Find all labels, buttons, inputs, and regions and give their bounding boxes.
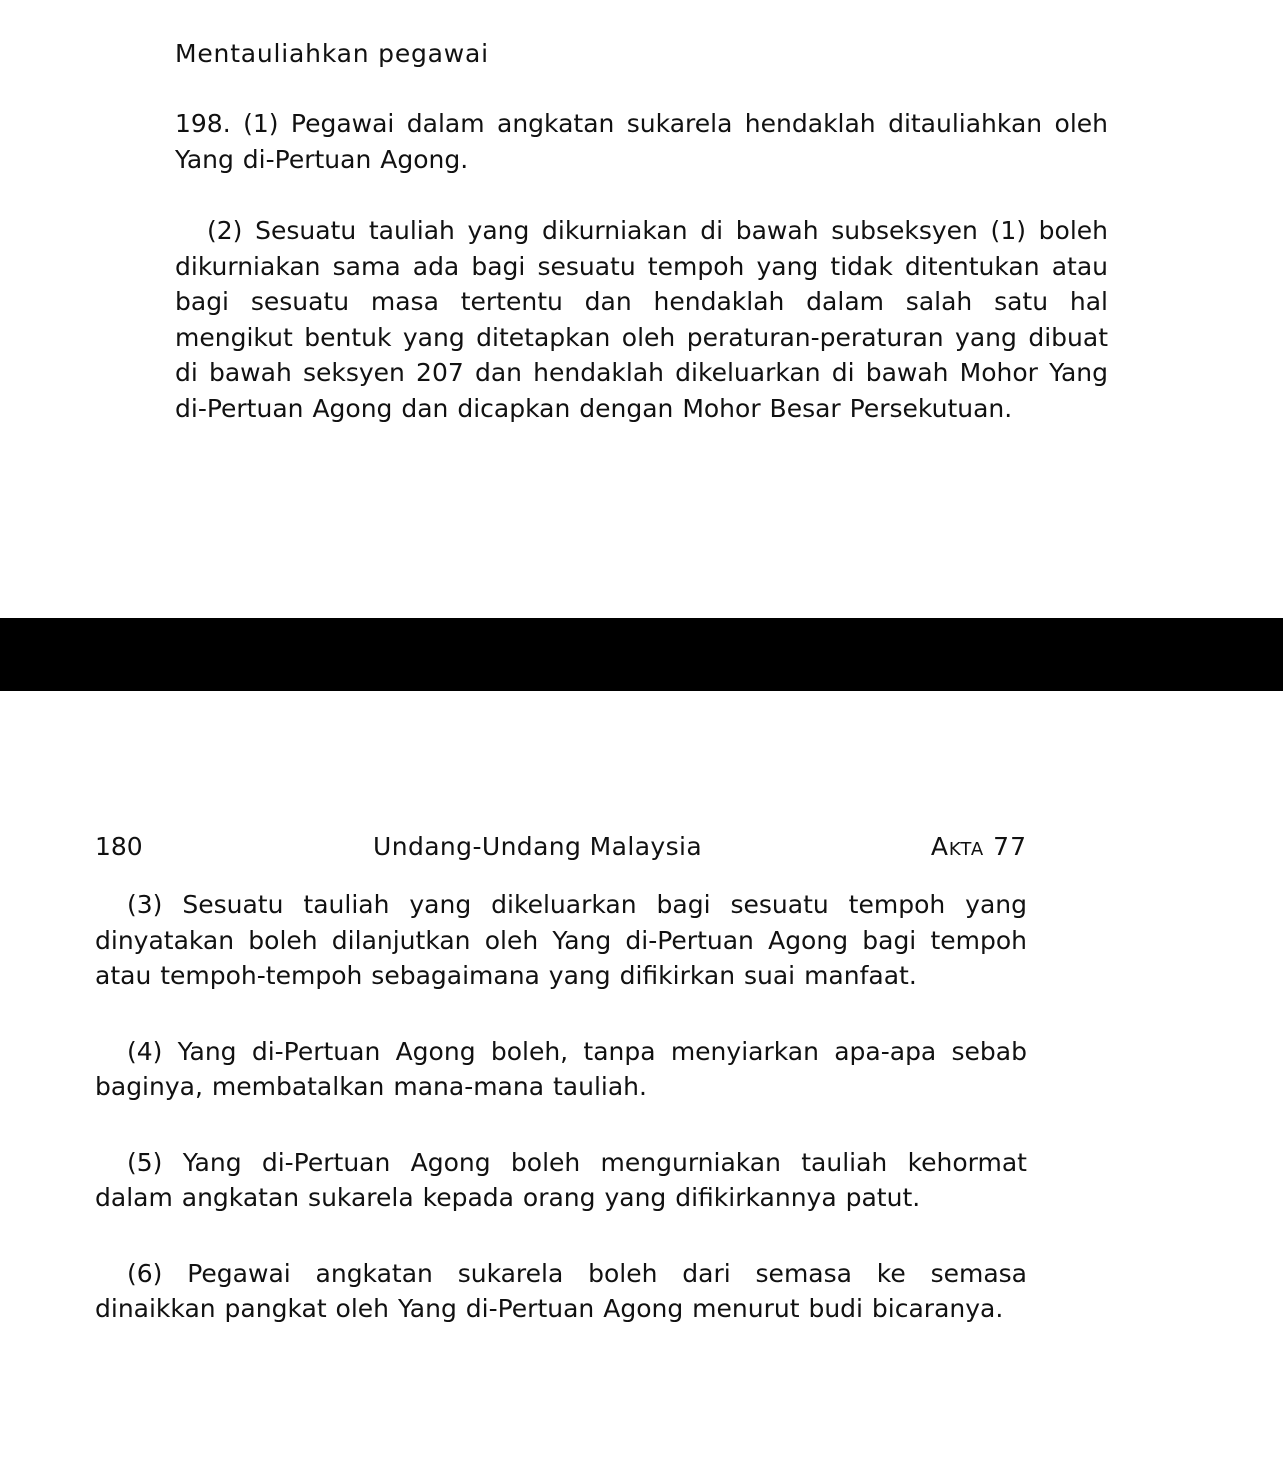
bottom-page — [0, 691, 1283, 1479]
paragraph-198-5: (5) Yang di-Pertuan Agong boleh mengurniakan tauliah kehormat dalam angkatan sukarela kepada orang yang difikirkannya patut. — [95, 1147, 1027, 1212]
paragraph-198-2: (2) Sesuatu tauliah yang dikurniakan di bawah subseksyen (1) boleh dikurniakan sama ada bagi sesuatu tempoh yang tidak ditentukan atau bagi sesuatu masa tertentu dan hendaklah dalam salah satu hal mengikut bentuk yang ditetapkan oleh peraturan-peraturan yang dibuat di bawah seksyen 207 dan hendaklah dikeluarkan di bawah Mohor Yang di-Pertuan Agong dan dicapkan dengan Mohor Besar Persekutuan. — [175, 216, 1108, 423]
running-head-act: Akta 77 — [930, 832, 1027, 861]
bottom-page-content — [95, 829, 1027, 1367]
page-break-band — [0, 618, 1283, 691]
paragraph-198-6: (6) Pegawai angkatan sukarela boleh dari semasa ke semasa dinaikkan pangkat oleh Yang di-Pertuan Agong menurut budi bicaranya. — [95, 1258, 1027, 1323]
page-number: 180 — [95, 832, 143, 861]
section-heading: Mentauliahkan pegawai — [175, 39, 489, 68]
top-page — [0, 0, 1283, 618]
running-head-title: Undang-Undang Malaysia — [373, 832, 703, 861]
running-head — [95, 829, 1027, 865]
top-page-content — [175, 36, 1108, 462]
paragraph-198-1: 198. (1) Pegawai dalam angkatan sukarela hendaklah ditauliahkan oleh Yang di-Pertuan Agong. — [175, 109, 1108, 174]
paragraph-198-3: (3) Sesuatu tauliah yang dikeluarkan bagi sesuatu tempoh yang dinyatakan boleh dilanjutkan oleh Yang di-Pertuan Agong bagi tempoh atau tempoh-tempoh sebagaimana yang difikirkan suai manfaat. — [95, 890, 1027, 990]
paragraph-198-4: (4) Yang di-Pertuan Agong boleh, tanpa menyiarkan apa-apa sebab baginya, membatalkan mana-mana tauliah. — [95, 1036, 1027, 1101]
